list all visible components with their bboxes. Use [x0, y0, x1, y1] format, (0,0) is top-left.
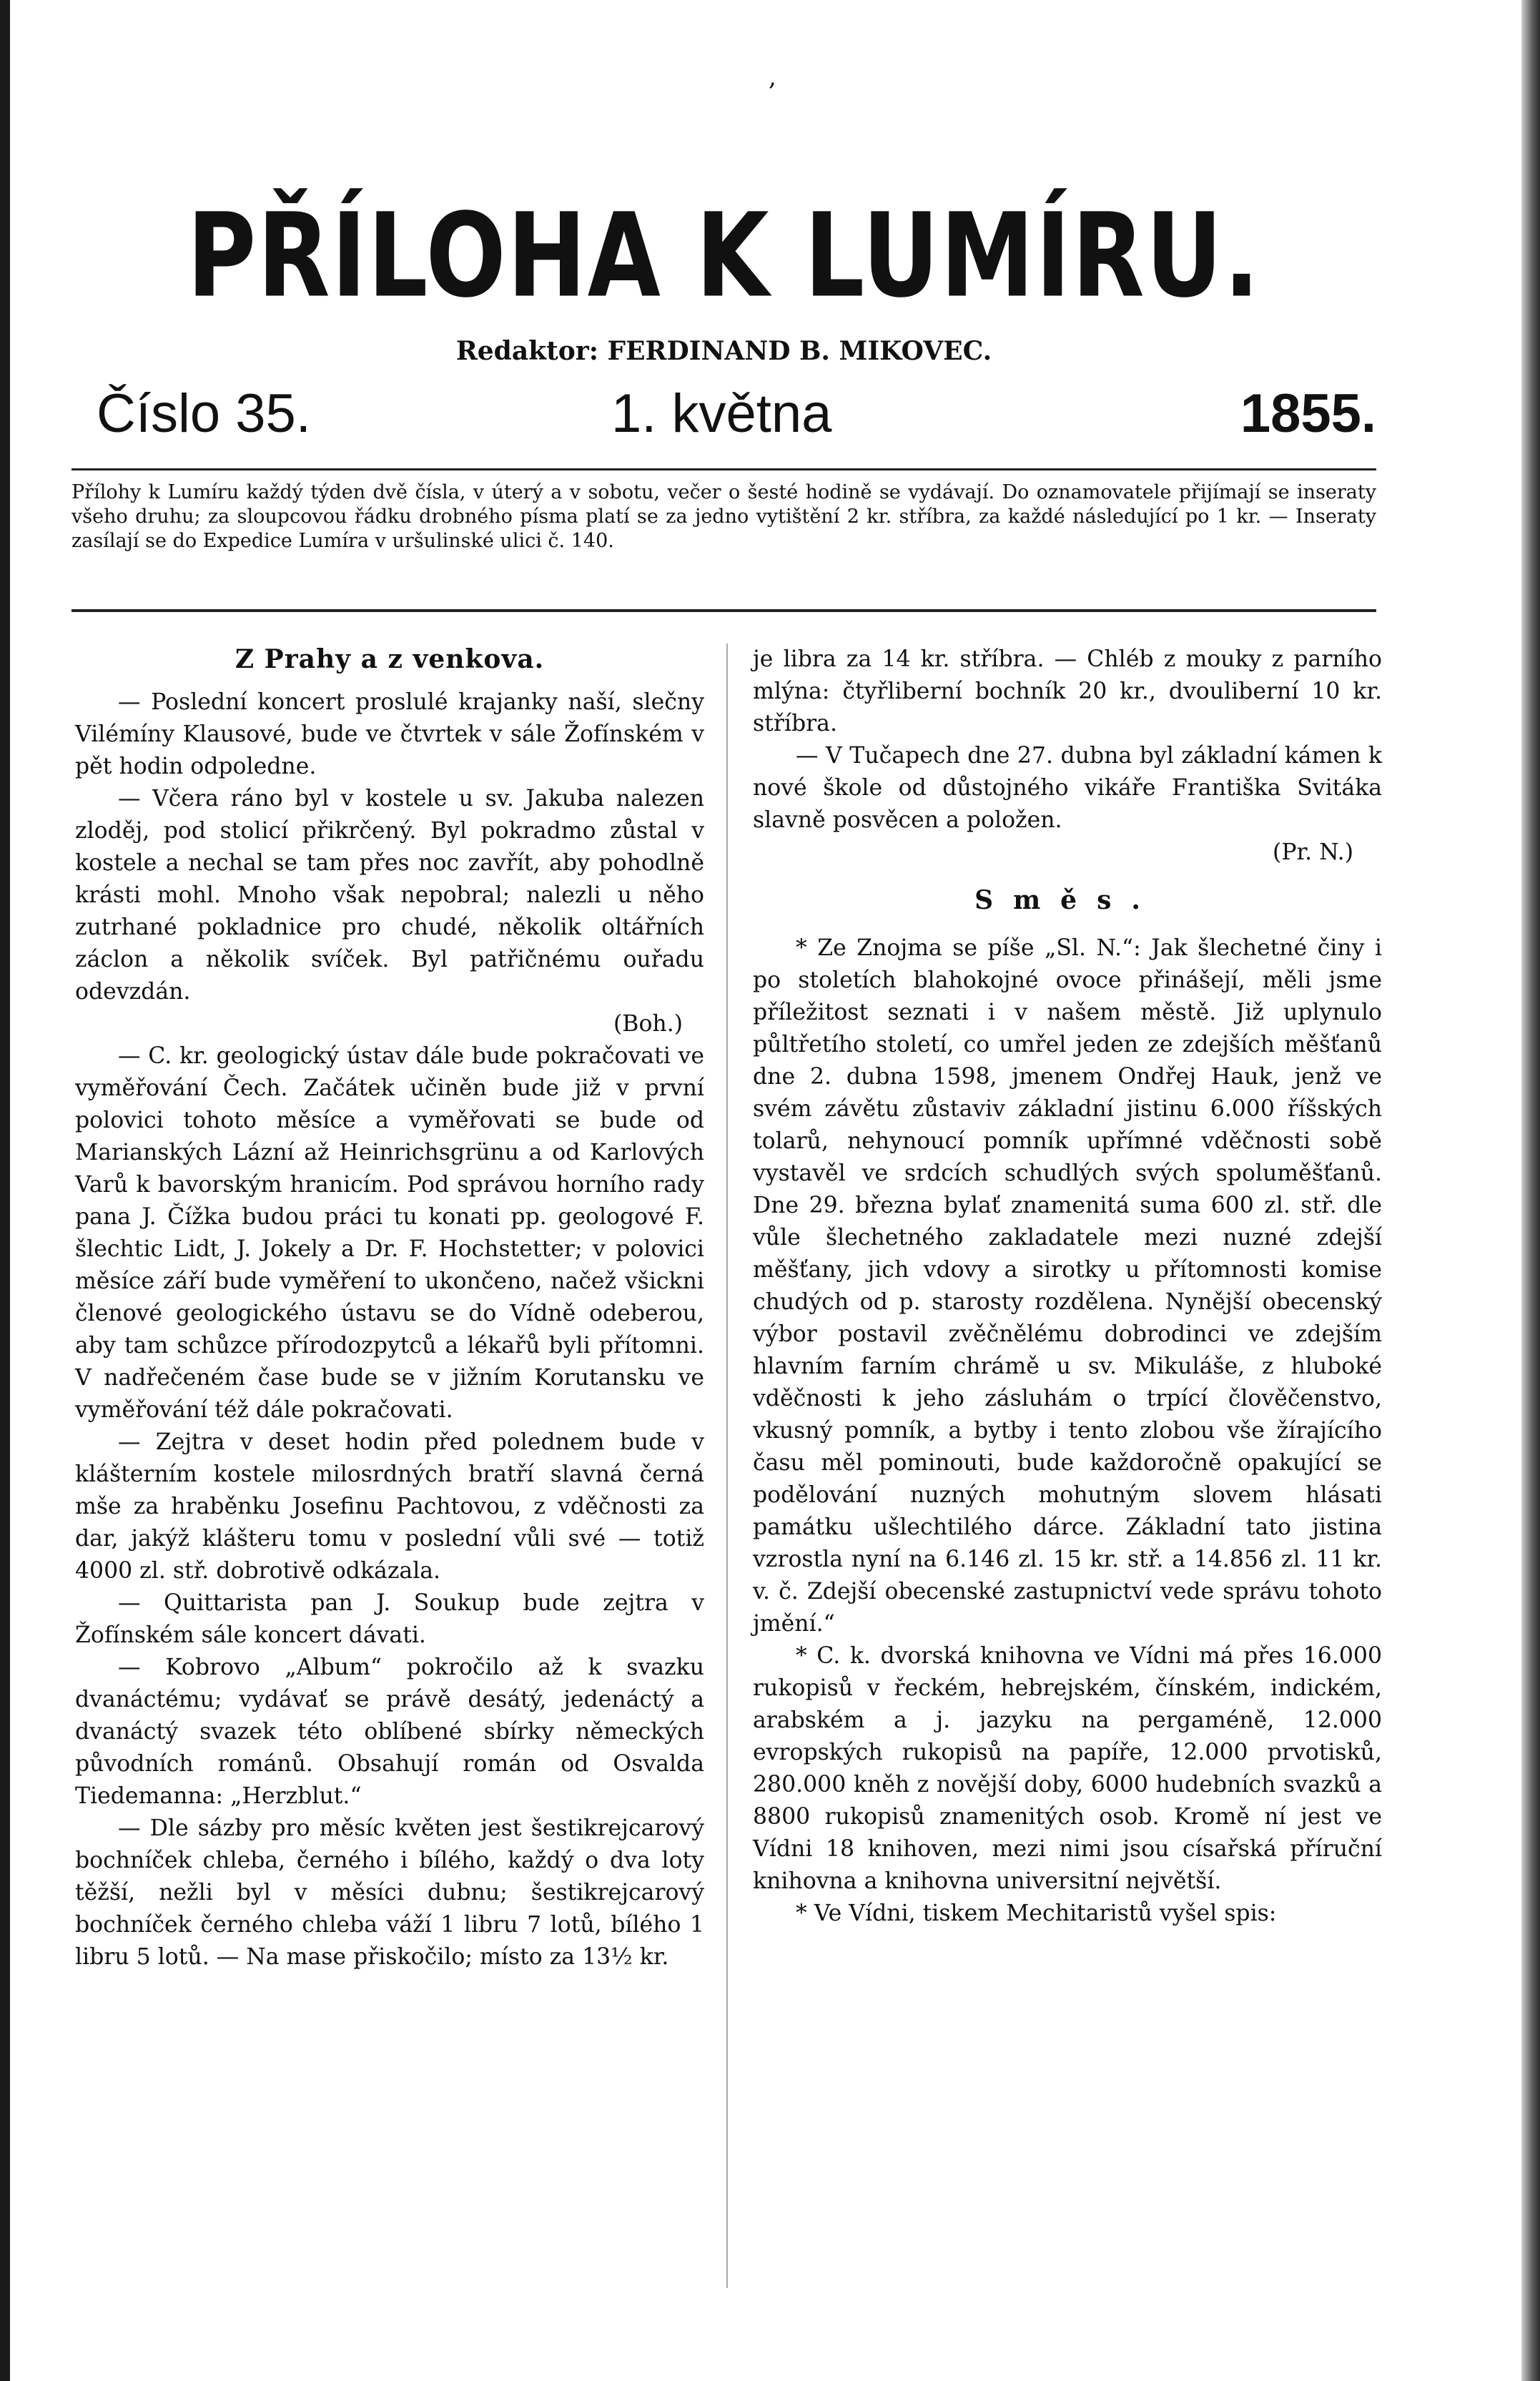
masthead: PŘÍLOHA K LUMÍRU. [187, 189, 1261, 324]
left-column [75, 644, 704, 1973]
right-column [753, 644, 1382, 1930]
section-title-prague: Z Prahy a z venkova. [235, 644, 545, 674]
ink-mark: , [769, 63, 776, 92]
article-paragraph: * C. k. dvorská knihovna ve Vídni má přes 16.000 rukopisů v řeckém, hebrejském, čínském, indickém, arabském a j. jazyku na pergaméně, 12.000 evropských rukopisů na papíře, 12.000 prvotisků, 280.000 kněh z novější doby, 6000 hudebních svazků a 8800 rukopisů znamenitých osob. Kromě ní jest ve Vídni 18 knihoven, mezi nimi jsou císařská příruční knihovna a knihovna universitní největší. [753, 1643, 1382, 1894]
article-paragraph: — Kobrovo „Album“ pokročilo až k svazku dvanáctému; vydávať se právě desátý, jedenáctý a dvanáctý svazek této oblíbené sbírky německých původních románů. Obsahují román od Osvalda Tiedemanna: „Herzblut.“ [75, 1655, 704, 1809]
editor-line: Redaktor: FERDINAND B. MIKOVEC. [455, 336, 992, 366]
article-paragraph: — V Tučapech dne 27. dubna byl základní kámen k nové škole od důstojného vikáře Františka Svitáka slavně posvěcen a položen. [753, 743, 1382, 833]
source-attribution: (Pr. N.) [1273, 839, 1353, 865]
header-rule [71, 468, 1376, 470]
newspaper-page [68, 0, 1380, 2381]
section-title-smes: Směs. [974, 885, 1160, 915]
article-paragraph: — Dle sázby pro měsíc květen jest šestikrejcarový bochníček chleba, černého i bílého, každý o dva loty těžší, nežli byl v měsíci dubnu; šestikrejcarový bochníček černého chleba váží 1 libru 7 lotů, bílého 1 libru 5 lotů. — Na mase přiskočilo; místo za 13½ kr. [75, 1815, 704, 1970]
column-divider [726, 644, 728, 2288]
article-paragraph: — Poslední koncert proslulé krajanky naší, slečny Vilémíny Klausové, bude ve čtvrtek v sále Žofínském v pět hodin odpoledne. [75, 689, 704, 779]
article-paragraph: — Zejtra v deset hodin před polednem bude v klášterním kostele milosrdných bratří slavná černá mše za hraběnku Josefinu Pachtovou, z vděčnosti za dar, jakýž klášteru tomu v poslední vůli své — totiž 4000 zl. stř. dobrotivě odkázala. [75, 1429, 704, 1584]
article-paragraph: — Včera ráno byl v kostele u sv. Jakuba nalezen zloděj, pod stolicí přikrčený. Byl pokradmo zůstal v kostele a nechal se tam přes noc zavřít, aby pohodlně krásti mohl. Mnoho však nepobral; nalezli u něho zutrhané pokladnice pro chudé, několik oltářních záclon a několik svíček. Byl patřičnému ouřadu odevzdán. [75, 786, 704, 1005]
notice-rule [71, 609, 1376, 612]
article-continuation: je libra za 14 kr. stříbra. — Chléb z mouky z parního mlýna: čtyřliberní bochník 20 kr., dvouliberní 10 kr. stříbra. [753, 646, 1382, 736]
source-attribution: (Boh.) [613, 1011, 683, 1037]
issue-date: 1. května [611, 383, 832, 444]
article-paragraph: * Ze Znojma se píše „Sl. N.“: Jak šlechetné činy i po stoletích blahokojné ovoce přinášejí, měli jsme příležitost seznati i v našem městě. Již uplynulo půltřetího století, co umřel jeden ze zdejších měšťanů dne 2. dubna 1598, jmenem Ondřej Hauk, jenž ve svém závětu zůstaviv základní jistinu 6.000 říšských tolarů, nehynoucí pomník upřímné vděčnosti sobě vystavěl ve srdcích schudlých svých spoluměšťanů. Dne 29. března bylať znamenitá suma 600 zl. stř. dle vůle šlechetného zakladatele mezi nuzné zdejší měšťany, jich vdovy a sirotky u přítomnosti komise chudých od p. starosty rozdělena. Nynější obecenský výbor postavil zvěčnělému dobrodinci ve zdejším hlavním farním chrámě u sv. Mikuláše, z hluboké vděčnosti k jeho zásluhám o trpící člověčenstvo, vkusný pomník, a bytby i tento zlobou vše žírajícího času měl pominouti, bude každoročně opakující se podělování nuzných mohutným slovem hlásati památku ušlechtilého dárce. Základní tato jistina vzrostla nyní na 6.146 zl. 15 kr. stř. a 14.856 zl. 11 kr. v. č. Zdejší obecenské zastupnictví vede správu tohoto jmění.“ [753, 935, 1382, 1637]
subscription-notice: Přílohy k Lumíru každý týden dvě čísla, v úterý a v sobotu, večer o šesté hodině se vydávají. Do oznamovatele přijímají se inseraty všeho druhu; za sloupcovou řádku drobného písma platí se za jedno vytištění 2 kr. stříbra, za každé následující po 1 kr. — Inseraty zasílají se do Expedice Lumíra v uršulinské ulici č. 140. [71, 481, 1376, 552]
scan-edge-left [0, 0, 10, 2381]
article-paragraph: * Ve Vídni, tiskem Mechitaristů vyšel spis: [796, 1901, 1277, 1926]
article-paragraph: — Quittarista pan J. Soukup bude zejtra v Žofínském sále koncert dávati. [75, 1590, 704, 1648]
article-paragraph: — C. kr. geologický ústav dále bude pokračovati ve vyměřování Čech. Začátek učiněn bude již v první polovici tohoto měsíce a vyměřovati se bude od Marianských Lázní až Heinrichsgrünu a od Karlových Varů k bavorským hranicím. Pod správou horního rady pana J. Čížka budou práci tu konati pp. geologové F. šlechtic Lidt, J. Jokely a Dr. F. Hochstetter; v polovici měsíce září bude vyměření to ukončeno, načež všickni členové geologického ústavu se do Vídně odeberou, aby tam schůzce přírodozpytců a lékařů byli přítomni. V nadřečeném čase bude se v jižním Korutansku ve vyměřování též dále pokračovati. [75, 1043, 704, 1423]
scan-edge-right [1521, 0, 1540, 2381]
issue-row [97, 383, 1376, 447]
issue-year: 1855. [1240, 383, 1376, 444]
issue-number: Číslo 35. [97, 383, 311, 444]
